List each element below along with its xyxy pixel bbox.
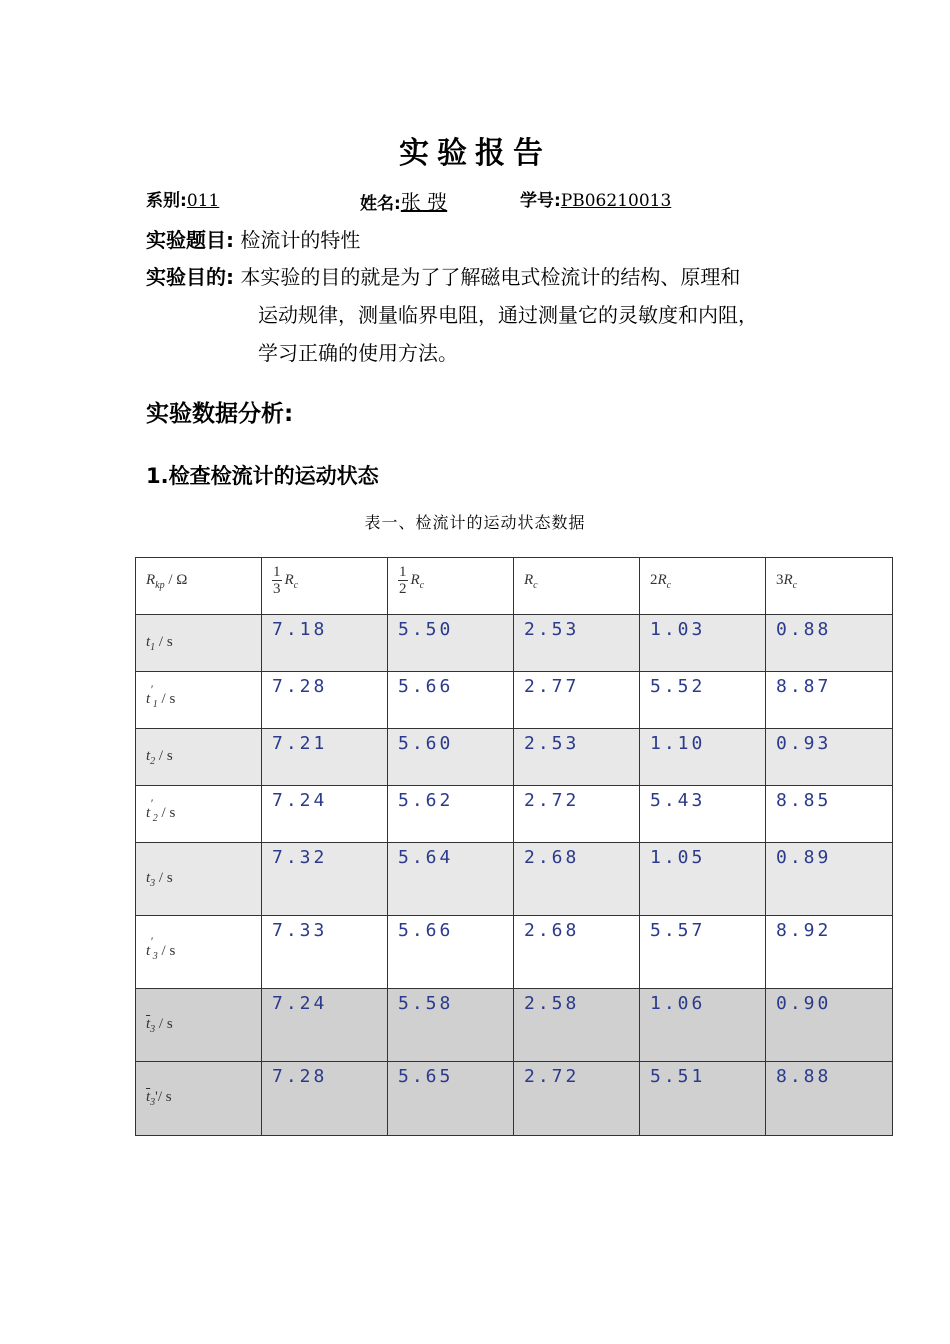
name-field: [360, 186, 447, 215]
row-label-t2-prime: $t'_2$ / s: [136, 786, 262, 843]
table-cell: 5.57: [640, 916, 766, 989]
fraction-one-half: $\frac{1}{2}$: [399, 564, 407, 597]
table-cell: 7.24: [262, 786, 388, 843]
table-cell: 0.90: [766, 989, 893, 1062]
name-value: 张 弢: [400, 190, 448, 214]
table-row-t1: [136, 615, 893, 672]
header-rkp: $R_{kp}$ / Ω: [136, 558, 262, 615]
row-label-t3: $t_3$ / s: [136, 843, 262, 916]
dept-label: 系别:: [146, 191, 187, 211]
table-cell: 5.58: [388, 989, 514, 1062]
row-label-t3-mean: $\overline{t}_3$ / s: [136, 989, 262, 1062]
table-row-t3: [136, 843, 893, 916]
table-cell: 5.64: [388, 843, 514, 916]
table-cell: 0.89: [766, 843, 893, 916]
table-cell: 5.60: [388, 729, 514, 786]
section1-heading: 1.检查检流计的运动状态: [146, 464, 379, 488]
header-3rc: $3R_c$: [766, 558, 893, 615]
row-label-t3-prime: $t'_3$ / s: [136, 916, 262, 989]
table-cell: 7.32: [262, 843, 388, 916]
row-label-t3-prime-mean: $\overline{t}_3'/$ s: [136, 1062, 262, 1136]
header-2rc: $2R_c$: [640, 558, 766, 615]
table-cell: 8.88: [766, 1062, 893, 1136]
table-cell: 2.68: [514, 843, 640, 916]
table-row-t2: [136, 729, 893, 786]
table-cell: 8.85: [766, 786, 893, 843]
student-id-value: PB06210013: [560, 191, 672, 211]
table-cell: 0.88: [766, 615, 893, 672]
table-cell: 7.21: [262, 729, 388, 786]
topic-value: 检流计的特性: [240, 228, 361, 252]
table-row-t3-prime: [136, 916, 893, 989]
student-id-label: 学号:: [520, 191, 561, 211]
row-label-t2: $t_2$ / s: [136, 729, 262, 786]
table-cell: 7.33: [262, 916, 388, 989]
table-cell: 5.51: [640, 1062, 766, 1136]
table-cell: 2.58: [514, 989, 640, 1062]
table-caption: 表一、检流计的运动状态数据: [364, 513, 586, 532]
dept-value: 011: [186, 191, 220, 211]
table-cell: 2.53: [514, 729, 640, 786]
purpose-label: 实验目的:: [146, 265, 234, 289]
table-cell: 2.72: [514, 1062, 640, 1136]
header-third-rc: $\frac{1}{3}$ $R_c$: [262, 558, 388, 615]
table-cell: 1.03: [640, 615, 766, 672]
table-cell: 5.43: [640, 786, 766, 843]
table-cell: 7.28: [262, 1062, 388, 1136]
purpose-text-2: 运动规律，测量临界电阻，通过测量它的灵敏度和内阻，: [258, 303, 758, 327]
table-cell: 7.18: [262, 615, 388, 672]
table-cell: 5.66: [388, 916, 514, 989]
table-cell: 1.05: [640, 843, 766, 916]
table-row-t2-prime: [136, 786, 893, 843]
purpose-text-1: 本实验的目的就是为了了解磁电式检流计的结构、原理和: [240, 265, 741, 289]
purpose-line: [146, 261, 740, 290]
topic-line: [146, 224, 360, 253]
name-label: 姓名:: [360, 194, 401, 214]
fraction-one-third: $\frac{1}{3}$: [273, 564, 281, 597]
table-header-row: [136, 558, 893, 615]
table-cell: 7.28: [262, 672, 388, 729]
motion-state-table: [135, 557, 893, 1136]
purpose-text-3: 学习正确的使用方法。: [258, 341, 458, 365]
table-cell: 1.06: [640, 989, 766, 1062]
table-cell: 8.92: [766, 916, 893, 989]
table-row-t1-prime: [136, 672, 893, 729]
table-cell: 8.87: [766, 672, 893, 729]
table-cell: 5.52: [640, 672, 766, 729]
topic-label: 实验题目:: [146, 228, 234, 252]
table-cell: 1.10: [640, 729, 766, 786]
analysis-heading: 实验数据分析:: [146, 401, 294, 427]
table-cell: 2.68: [514, 916, 640, 989]
table-cell: 2.72: [514, 786, 640, 843]
header-half-rc: $\frac{1}{2}$ $R_c$: [388, 558, 514, 615]
table-cell: 5.50: [388, 615, 514, 672]
dept-field: [146, 186, 219, 211]
table-cell: 7.24: [262, 989, 388, 1062]
table-cell: 2.77: [514, 672, 640, 729]
table-cell: 2.53: [514, 615, 640, 672]
header-rc: $R_c$: [514, 558, 640, 615]
report-title: 实验报告: [399, 136, 551, 171]
row-label-t1-prime: $t'_1$ / s: [136, 672, 262, 729]
table-cell: 5.66: [388, 672, 514, 729]
table-cell: 5.62: [388, 786, 514, 843]
table-row-t3-mean: [136, 989, 893, 1062]
student-id-field: [520, 186, 671, 211]
table-cell: 0.93: [766, 729, 893, 786]
row-label-t1: $t_1$ / s: [136, 615, 262, 672]
table-cell: 5.65: [388, 1062, 514, 1136]
table-row-t3-prime-mean: [136, 1062, 893, 1136]
